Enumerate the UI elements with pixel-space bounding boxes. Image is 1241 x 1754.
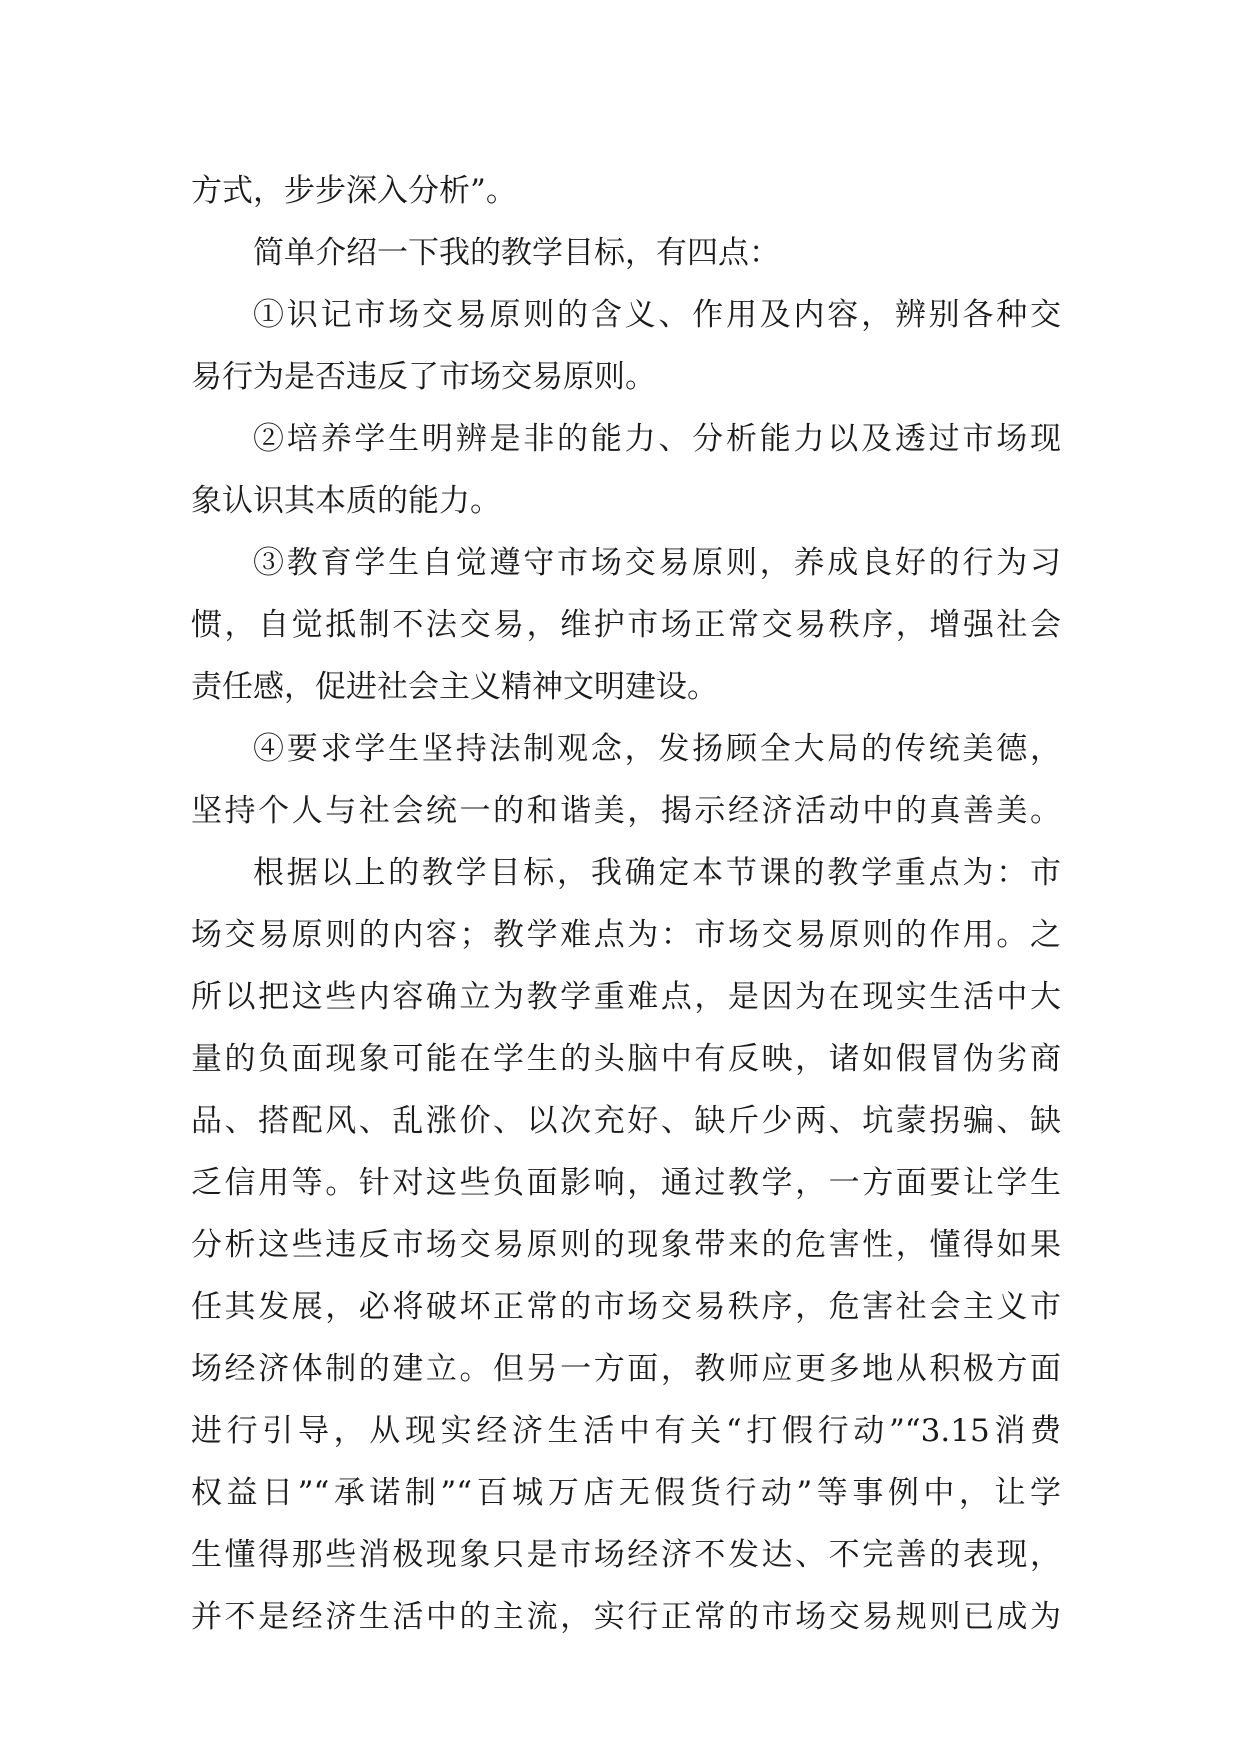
text-line: 乏信用等。针对这些负面影响，通过教学，一方面要让学生 [191,1165,1061,1201]
text-line: 量的负面现象可能在学生的头脑中有反映，诸如假冒伪劣商 [191,1041,1061,1077]
document-body [191,160,1061,1648]
text-line: 任其发展，必将破坏正常的市场交易秩序，危害社会主义市 [191,1289,1061,1325]
text-line: 象认识其本质的能力。 [191,483,501,519]
text-line: ②培养学生明辨是非的能力、分析能力以及透过市场现 [253,421,1061,457]
text-line: 责任感，促进社会主义精神文明建设。 [191,669,718,705]
text-line: 进行引导，从现实经济生活中有关“打假行动”“3.15消费 [191,1413,1061,1449]
text-line: 简单介绍一下我的教学目标，有四点： [253,235,780,271]
text-line: 根据以上的教学目标，我确定本节课的教学重点为：市 [253,855,1061,891]
text-line: 并不是经济生活中的主流，实行正常的市场交易规则已成为 [191,1599,1061,1635]
text-line: 场交易原则的内容；教学难点为：市场交易原则的作用。之 [191,917,1061,953]
text-line: 分析这些违反市场交易原则的现象带来的危害性，懂得如果 [191,1227,1061,1263]
text-line: ④要求学生坚持法制观念，发扬顾全大局的传统美德， [253,731,1061,767]
text-line: 方式，步步深入分析”。 [191,173,517,209]
text-line: 品、搭配风、乱涨价、以次充好、缺斤少两、坑蒙拐骗、缺 [191,1103,1061,1139]
text-line: 惯，自觉抵制不法交易，维护市场正常交易秩序，增强社会 [191,607,1061,643]
text-line: 易行为是否违反了市场交易原则。 [191,359,656,395]
text-line: ③教育学生自觉遵守市场交易原则，养成良好的行为习 [253,545,1061,581]
text-line: 生懂得那些消极现象只是市场经济不发达、不完善的表现， [191,1537,1061,1573]
text-line: ①识记市场交易原则的含义、作用及内容，辨别各种交 [253,297,1061,333]
text-line: 所以把这些内容确立为教学重难点，是因为在现实生活中大 [191,979,1061,1015]
text-line: 场经济体制的建立。但另一方面，教师应更多地从积极方面 [191,1351,1061,1387]
text-line: 坚持个人与社会统一的和谐美，揭示经济活动中的真善美。 [191,793,1061,829]
text-line: 权益日”“承诺制”“百城万店无假货行动”等事例中，让学 [191,1475,1061,1511]
